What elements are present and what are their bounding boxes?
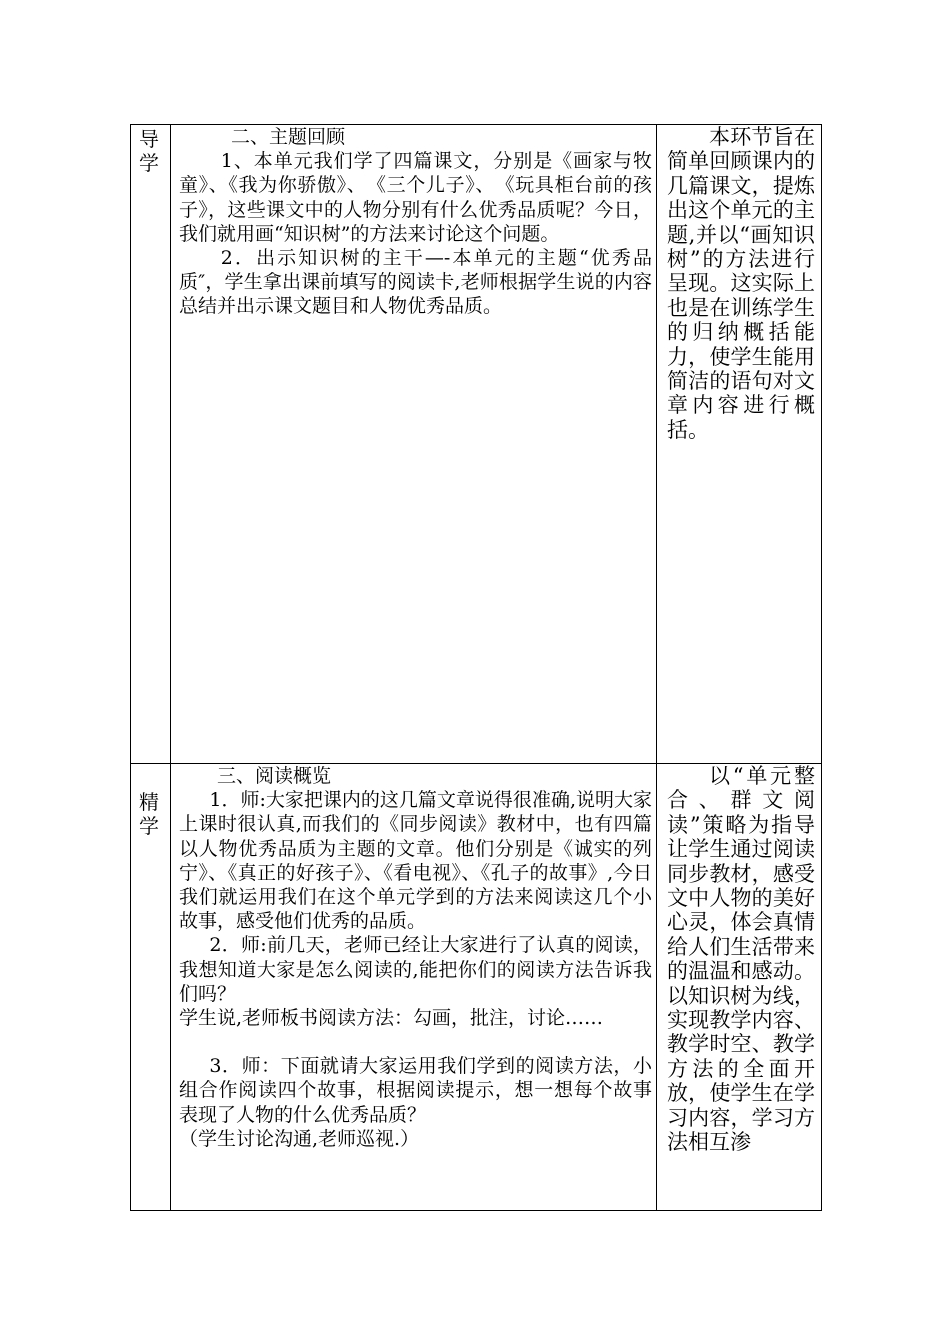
paragraph: 1、本单元我们学了四篇课文，分别是《画家与牧童》、《我为你骄傲》、 《三个儿子》、 《玩具柜台前的孩子》，这些课文中的人物分别有什么优秀品质呢？今日，我们就用画“知识树”的方法来讨论这个问题。 [179, 150, 652, 245]
paragraph: 2．出示知识树的主干—-本单元的主题“优秀品质″，学生拿出课前填写的阅读卡,老师根据学生说的内容总结并出示课文题目和人物优秀品质。 [179, 247, 652, 318]
section-heading: 二、主题回顾 [231, 126, 346, 148]
design-note: 以“单元整合、群文阅读”策略为指导让学生通过阅读同步教材，感受文中人物的美好心灵，体会真情给人们生活带来的温温和感动。以知识树为线，实现教学内容、教学时空、教学方法的全面开放，使学生在学习内容，学习方法相互渗 [667, 764, 815, 1155]
content-cell [171, 764, 657, 1211]
paragraph: 1．师:大家把课内的这几篇文章说得很准确,说明大家上课时很认真,而我们的《同步阅读》教材中，也有四篇以人物优秀品质为主题的文章。他们分别是《诚实的列宁》、《真正的好孩子》、《看电视》、《孔子的故事》,今日我们就运用我们在这个单元学到的方法来阅读这几个小故事，感受他们优秀的品质。 [179, 789, 652, 933]
table-row [131, 125, 822, 764]
spacer [179, 1030, 652, 1054]
content-cell [171, 125, 657, 764]
design-note: 本环节旨在简单回顾课内的几篇课文，提炼出这个单元的主题,并以“画知识树”的方法进行呈现。这实际上也是在训练学生的归纳概括能力，使学生能用简洁的语句对文章内容进行概括。 [667, 125, 815, 442]
note-cell [657, 764, 822, 1211]
stage-label: 导学 [131, 125, 171, 764]
stage-label: 精学 [131, 764, 171, 1211]
paragraph: 3．师：下面就请大家运用我们学到的阅读方法，小组合作阅读四个故事，根据阅读提示，想一想每个故事表现了人物的什么优秀品质？ [179, 1055, 652, 1126]
paragraph: 学生说,老师板书阅读方法：勾画，批注，讨论…… [179, 1007, 604, 1030]
note-cell [657, 125, 822, 764]
paragraph: 2．师:前几天，老师已经让大家进行了认真的阅读，我想知道大家是怎么阅读的,能把你们的阅读方法告诉我们吗？ [179, 934, 652, 1005]
table-row [131, 764, 822, 1211]
paragraph: （学生讨论沟通,老师巡视.） [179, 1127, 420, 1150]
section-heading: 三、阅读概览 [217, 765, 332, 787]
lesson-plan-table [130, 124, 822, 1211]
